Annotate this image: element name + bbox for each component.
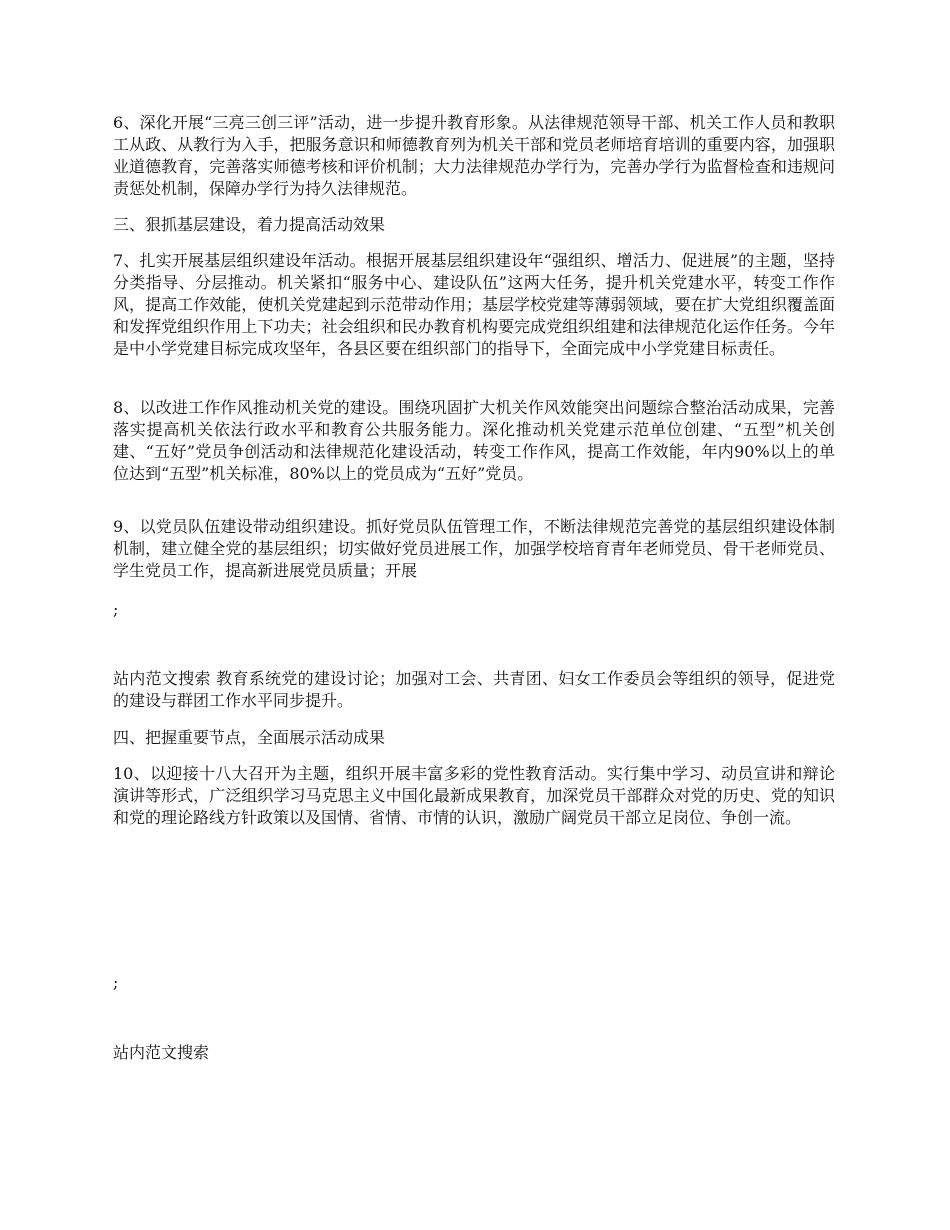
separator-semicolon: ; [113,973,119,992]
footer-search-link[interactable]: 站内范文搜索 [113,1043,210,1062]
paragraph-9-continued: 站内范文搜索 教育系统党的建设讨论；加强对工会、共青团、妇女工作委员会等组织的领导，促进党的建设与群团工作水平同步提升。 [113,669,835,710]
section-heading-4: 四、把握重要节点，全面展示活动成果 [113,728,386,747]
paragraph-6: 6、深化开展“三亮三创三评”活动，进一步提升教育形象。从法律规范领导干部、机关工作人员和教职工从政、从教行为入手，把服务意识和师德教育列为机关干部和党员老师培育培训的重要内容，加强职业道德教育，完善落实师德考核和评价机制；大力法律规范办学行为，完善办学行为监督检查和违规问责惩处机制，保障办学行为持久法律规范。 [113,113,835,198]
paragraph-10: 10、以迎接十八大召开为主题，组织开展丰富多彩的党性教育活动。实行集中学习、动员宣讲和辩论演讲等形式，广泛组织学习马克思主义中国化最新成果教育，加深党员干部群众对党的历史、党的知识和党的理论路线方针政策以及国情、省情、市情的认识，激励广阔党员干部立足岗位、争创一流。 [113,764,835,827]
paragraph-7: 7、扎实开展基层组织建设年活动。根据开展基层组织建设年“强组织、增活力、促进展”的主题，坚持分类指导、分层推动。机关紧扣“服务中心、建设队伍”这两大任务，提升机关党建水平，转变工作作风，提高工作效能，使机关党建起到示范带动作用；基层学校党建等薄弱领域，要在扩大党组织覆盖面和发挥党组织作用上下功夫；社会组织和民办教育机构要完成党组织组建和法律规范化运作任务。今年是中小学党建目标完成攻坚年，各县区要在组织部门的指导下，全面完成中小学党建目标责任。 [113,251,835,358]
paragraph-9: 9、以党员队伍建设带动组织建设。抓好党员队伍管理工作，不断法律规范完善党的基层组织建设体制机制，建立健全党的基层组织；切实做好党员进展工作，加强学校培育青年老师党员、骨干老师党员、学生党员工作，提高新进展党员质量；开展 [113,517,835,580]
separator-semicolon: ; [113,600,119,619]
section-heading-3: 三、狠抓基层建设，着力提高活动效果 [113,215,386,234]
paragraph-8: 8、以改进工作作风推动机关党的建设。围绕巩固扩大机关作风效能突出问题综合整治活动成果，完善落实提高机关依法行政水平和教育公共服务能力。深化推动机关党建示范单位创建、“五型”机关创建、“五好”党员争创活动和法律规范化建设活动，转变工作作风，提高工作效能，年内90%以上的单位达到“五型”机关标准，80%以上的党员成为“五好”党员。 [113,398,835,483]
